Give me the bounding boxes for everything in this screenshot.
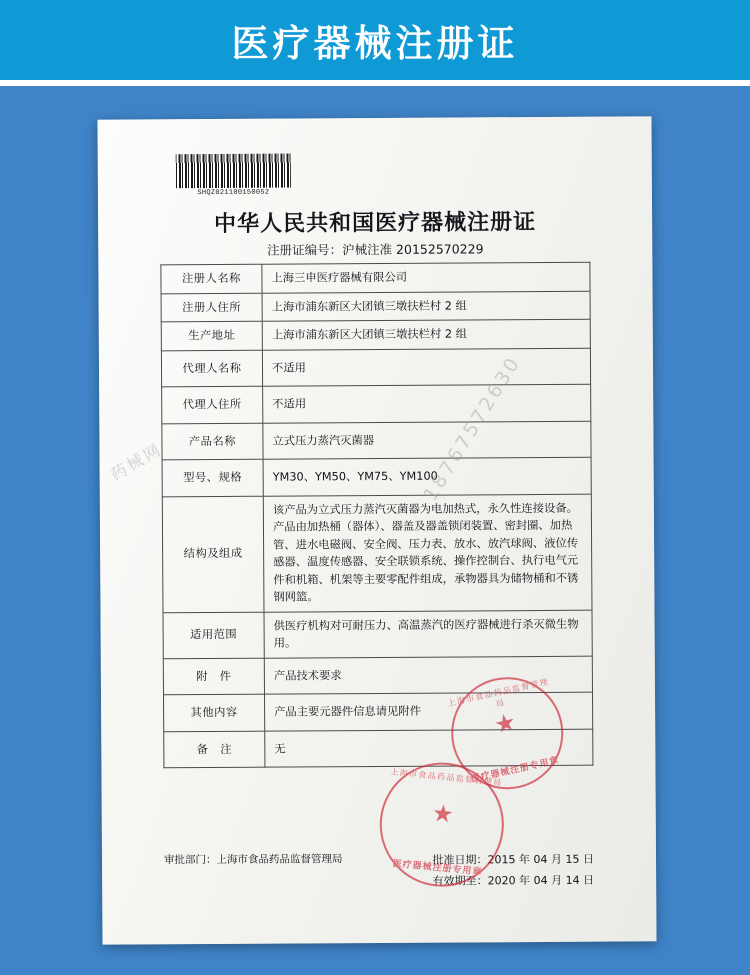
row-label: 产品名称 [162,423,263,460]
certificate-number: 注册证编号：沪械注准 20152570229 [267,241,484,258]
approval-date: 批准日期：2015 年 04 月 15 日 [432,852,595,867]
table-row [161,348,590,387]
row-label: 代理人名称 [161,350,262,387]
barcode-icon [176,154,291,189]
star-icon: ★ [430,798,455,829]
row-value: 立式压力蒸汽灭菌器 [263,421,591,460]
row-label: 生产地址 [161,321,262,350]
seal-bottom-text: 医疗器械注册专用章 [470,755,561,785]
row-label: 注册人名称 [161,264,262,293]
table-row [162,384,591,423]
certificate-title: 中华人民共和国医疗器械注册证 [214,209,537,237]
approval-department: 审批部门：上海市食品药品监督管理局 [163,853,343,867]
row-value: 供医疗机构对可耐压力、高温蒸汽的医疗器械进行杀灭微生物用。 [264,610,592,658]
row-value: 无 [265,729,593,768]
row-value: 上海三申医疗器械有限公司 [262,262,590,293]
barcode-number: SHQZ021100150052 [197,188,270,198]
row-value: 上海市浦东新区大团镇三墩扶栏村 2 组 [262,319,590,350]
table-row [162,421,591,460]
table-row [161,291,590,322]
row-value: YM30、YM50、YM75、YM100 [263,457,591,496]
valid-until-date: 有效期至：2020 年 04 月 14 日 [432,873,595,888]
row-label: 结构及组成 [162,496,264,613]
row-label: 备 注 [164,731,265,768]
barcode-block [176,154,291,198]
watermark-site: 药械网 [107,439,166,485]
header-banner [0,0,750,80]
row-value: 不适用 [263,384,591,423]
row-label: 适用范围 [163,612,264,659]
banner-title: 医疗器械注册证 [231,22,519,65]
row-value: 产品主要元器件信息请见附件 [264,692,592,731]
row-label: 注册人住所 [161,293,262,322]
row-label: 附 件 [163,658,264,695]
row-value: 产品技术要求 [264,656,592,695]
seal-arc-text: 上海市食品药品监督管理局 [389,767,504,788]
table-row [162,457,591,496]
row-label: 其他内容 [163,694,264,731]
row-value: 不适用 [262,348,590,387]
star-icon: ★ [491,707,519,740]
row-label: 型号、规格 [162,459,263,496]
seal-bottom-text: 医疗器械注册专用章 [392,858,483,878]
row-value: 上海市浦东新区大团镇三墩扶栏村 2 组 [262,291,590,322]
row-label: 代理人住所 [162,386,263,423]
table-row [161,319,590,350]
table-row-structure [162,494,592,613]
table-row [161,262,590,293]
table-row-scope [163,610,592,659]
certificate-sheet [97,116,656,944]
seal-arc-text: 上海市食品药品监督管理局 [446,677,550,709]
watermark-phone: 18767572630 [419,351,526,505]
row-value: 该产品为立式压力蒸汽灭菌器为电加热式，永久性连接设备。产品由加热桶（器体）、器盖及器盖锁闭装置、密封圈、加热管、进水电磁阀、安全阀、压力表、放水、放汽球阀、液位传感器、温度传感器、安全联锁系统、操作控制台、执行电气元件和机箱、机架等主要零配件组成，承物器具为储物桶和不锈钢网篮。 [263,494,592,612]
